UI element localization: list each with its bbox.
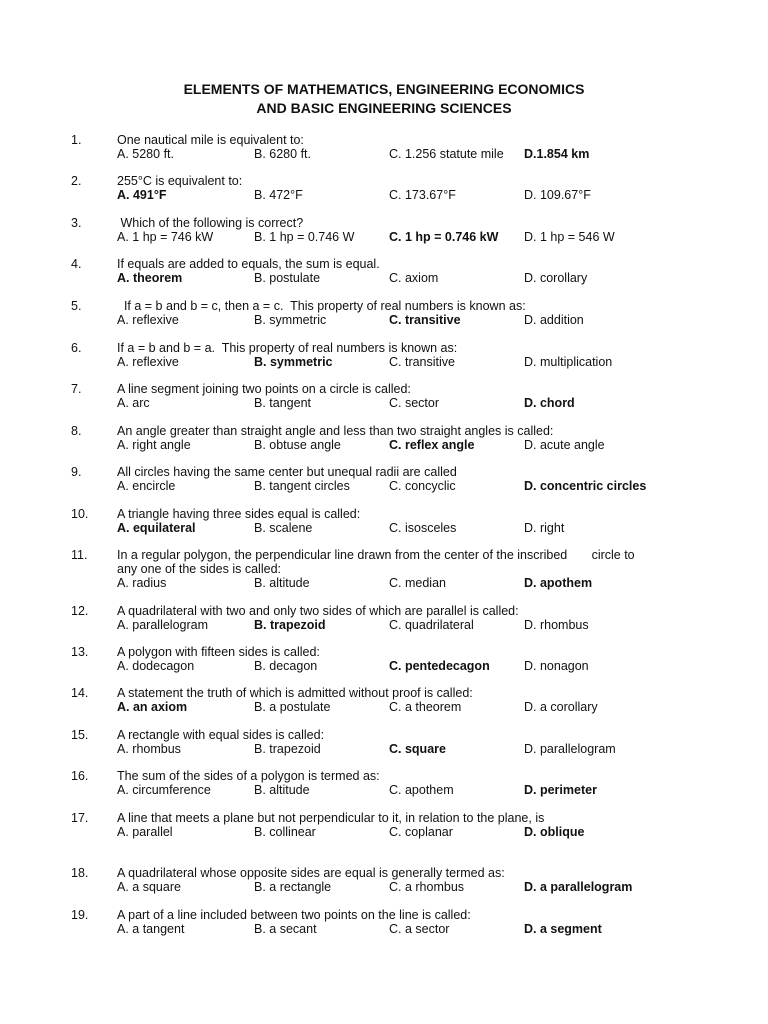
answer-choice-d: D. nonagon: [524, 659, 589, 673]
answer-choice-b: B. 1 hp = 0.746 W: [254, 230, 355, 244]
correct-answer-choice: A. an axiom: [117, 700, 188, 714]
title-line-2: AND BASIC ENGINEERING SCIENCES: [256, 100, 512, 116]
answer-choices: [117, 618, 737, 632]
answer-choice-c: C. a theorem: [389, 700, 462, 714]
correct-answer-choice: B. trapezoid: [254, 618, 326, 632]
answer-choices: [117, 825, 737, 839]
question-number: 6.: [71, 341, 82, 355]
question-text: A line that meets a plane but not perpendicular to it, in relation to the plane, is: [117, 811, 545, 825]
answer-choice-b: B. trapezoid: [254, 742, 321, 756]
correct-answer-choice: D.1.854 km: [524, 147, 590, 161]
correct-answer-choice: A. equilateral: [117, 521, 196, 535]
answer-choices: [117, 742, 737, 756]
answer-choice-b: B. tangent: [254, 396, 311, 410]
correct-answer-choice: A. 491°F: [117, 188, 167, 202]
answer-choices: [117, 188, 737, 202]
answer-choices: [117, 396, 737, 410]
answer-choices: [117, 271, 737, 285]
correct-answer-choice: A. theorem: [117, 271, 183, 285]
answer-choice-a: A. right angle: [117, 438, 191, 452]
question-number: 4.: [71, 257, 82, 271]
answer-choice-c: C. quadrilateral: [389, 618, 474, 632]
answer-choice-d: D. acute angle: [524, 438, 605, 452]
question-number: 17.: [71, 811, 89, 825]
answer-choice-b: B. postulate: [254, 271, 321, 285]
answer-choices: [117, 576, 737, 590]
question-number: 16.: [71, 769, 89, 783]
correct-answer-choice: D. concentric circles: [524, 479, 647, 493]
question-number: 10.: [71, 507, 89, 521]
answer-choice-b: B. tangent circles: [254, 479, 350, 493]
answer-choices: [117, 147, 737, 161]
answer-choice-d: D. corollary: [524, 271, 588, 285]
question-number: 1.: [71, 133, 82, 147]
question-number: 14.: [71, 686, 89, 700]
question-text-continued: any one of the sides is called:: [117, 562, 281, 576]
question-text: The sum of the sides of a polygon is termed as:: [117, 769, 380, 783]
answer-choice-a: A. reflexive: [117, 313, 179, 327]
answer-choice-b: B. 6280 ft.: [254, 147, 311, 161]
answer-choice-b: B. altitude: [254, 576, 310, 590]
answer-choice-a: A. circumference: [117, 783, 211, 797]
question-text: If a = b and b = c, then a = c. This property of real numbers is known as:: [117, 299, 526, 313]
answer-choices: [117, 313, 737, 327]
question-text: A line segment joining two points on a circle is called:: [117, 382, 411, 396]
correct-answer-choice: D. oblique: [524, 825, 585, 839]
title-line-1: ELEMENTS OF MATHEMATICS, ENGINEERING ECONOMICS: [183, 81, 585, 97]
correct-answer-choice: C. 1 hp = 0.746 kW: [389, 230, 499, 244]
question-text: A part of a line included between two points on the line is called:: [117, 908, 471, 922]
answer-choice-b: B. a postulate: [254, 700, 331, 714]
answer-choices: [117, 521, 737, 535]
question-number: 9.: [71, 465, 82, 479]
correct-answer-choice: C. pentedecagon: [389, 659, 490, 673]
answer-choice-a: A. 5280 ft.: [117, 147, 174, 161]
question-number: 5.: [71, 299, 82, 313]
answer-choice-a: A. rhombus: [117, 742, 181, 756]
answer-choice-b: B. obtuse angle: [254, 438, 341, 452]
question-number: 8.: [71, 424, 82, 438]
correct-answer-choice: B. symmetric: [254, 355, 333, 369]
answer-choices: [117, 438, 737, 452]
correct-answer-choice: D. chord: [524, 396, 575, 410]
question-text: Which of the following is correct?: [117, 216, 304, 230]
question-text: In a regular polygon, the perpendicular line drawn from the center of the inscribed circle to: [117, 548, 635, 562]
question-text: A polygon with fifteen sides is called:: [117, 645, 320, 659]
correct-answer-choice: D. perimeter: [524, 783, 597, 797]
answer-choices: [117, 880, 737, 894]
question-text: All circles having the same center but unequal radii are called: [117, 465, 457, 479]
answer-choice-b: B. collinear: [254, 825, 316, 839]
correct-answer-choice: D. a segment: [524, 922, 602, 936]
question-number: 3.: [71, 216, 82, 230]
answer-choice-a: A. arc: [117, 396, 150, 410]
answer-choice-a: A. encircle: [117, 479, 176, 493]
question-number: 2.: [71, 174, 82, 188]
answer-choice-b: B. 472°F: [254, 188, 303, 202]
question-text: If a = b and b = a. This property of real numbers is known as:: [117, 341, 458, 355]
answer-choice-a: A. a tangent: [117, 922, 185, 936]
answer-choices: [117, 355, 737, 369]
answer-choices: [117, 230, 737, 244]
question-number: 18.: [71, 866, 89, 880]
answer-choice-b: B. symmetric: [254, 313, 327, 327]
answer-choice-b: B. a secant: [254, 922, 317, 936]
question-number: 12.: [71, 604, 89, 618]
answer-choice-b: B. decagon: [254, 659, 318, 673]
question-text: A statement the truth of which is admitted without proof is called:: [117, 686, 473, 700]
answer-choice-a: A. radius: [117, 576, 167, 590]
answer-choice-c: C. sector: [389, 396, 440, 410]
answer-choice-b: B. altitude: [254, 783, 310, 797]
question-number: 19.: [71, 908, 89, 922]
answer-choice-c: C. a rhombus: [389, 880, 465, 894]
answer-choice-c: C. coplanar: [389, 825, 453, 839]
question-number: 15.: [71, 728, 89, 742]
question-number: 11.: [71, 548, 88, 562]
question-text: If equals are added to equals, the sum is equal.: [117, 257, 380, 271]
answer-choice-c: C. a sector: [389, 922, 450, 936]
answer-choice-c: C. apothem: [389, 783, 454, 797]
answer-choice-a: A. parallelogram: [117, 618, 209, 632]
answer-choice-c: C. transitive: [389, 355, 455, 369]
document-title: [0, 80, 768, 118]
correct-answer-choice: C. transitive: [389, 313, 461, 327]
answer-choice-d: D. multiplication: [524, 355, 613, 369]
answer-choice-d: D. 109.67°F: [524, 188, 591, 202]
answer-choice-d: D. right: [524, 521, 565, 535]
question-text: A quadrilateral whose opposite sides are equal is generally termed as:: [117, 866, 505, 880]
answer-choice-b: B. a rectangle: [254, 880, 332, 894]
answer-choice-d: D. rhombus: [524, 618, 589, 632]
answer-choice-a: A. a square: [117, 880, 181, 894]
answer-choice-c: C. concyclic: [389, 479, 456, 493]
answer-choice-c: C. axiom: [389, 271, 439, 285]
correct-answer-choice: D. a parallelogram: [524, 880, 633, 894]
answer-choice-a: A. dodecagon: [117, 659, 195, 673]
question-text: 255°C is equivalent to:: [117, 174, 243, 188]
answer-choices: [117, 700, 737, 714]
answer-choice-d: D. a corollary: [524, 700, 598, 714]
answer-choice-d: D. parallelogram: [524, 742, 616, 756]
answer-choices: [117, 783, 737, 797]
answer-choice-c: C. isosceles: [389, 521, 457, 535]
question-text: One nautical mile is equivalent to:: [117, 133, 304, 147]
answer-choice-c: C. median: [389, 576, 446, 590]
correct-answer-choice: C. reflex angle: [389, 438, 475, 452]
correct-answer-choice: C. square: [389, 742, 446, 756]
answer-choice-c: C. 173.67°F: [389, 188, 456, 202]
correct-answer-choice: D. apothem: [524, 576, 593, 590]
answer-choice-a: A. parallel: [117, 825, 173, 839]
answer-choice-a: A. 1 hp = 746 kW: [117, 230, 214, 244]
answer-choice-c: C. 1.256 statute mile: [389, 147, 504, 161]
answer-choices: [117, 922, 737, 936]
answer-choice-a: A. reflexive: [117, 355, 179, 369]
answer-choice-d: D. addition: [524, 313, 584, 327]
question-text: A quadrilateral with two and only two sides of which are parallel is called:: [117, 604, 519, 618]
question-number: 13.: [71, 645, 89, 659]
answer-choice-b: B. scalene: [254, 521, 313, 535]
question-text: A rectangle with equal sides is called:: [117, 728, 325, 742]
answer-choices: [117, 479, 737, 493]
question-number: 7.: [71, 382, 82, 396]
answer-choice-d: D. 1 hp = 546 W: [524, 230, 615, 244]
question-text: An angle greater than straight angle and less than two straight angles is called:: [117, 424, 554, 438]
answer-choices: [117, 659, 737, 673]
question-text: A triangle having three sides equal is called:: [117, 507, 361, 521]
